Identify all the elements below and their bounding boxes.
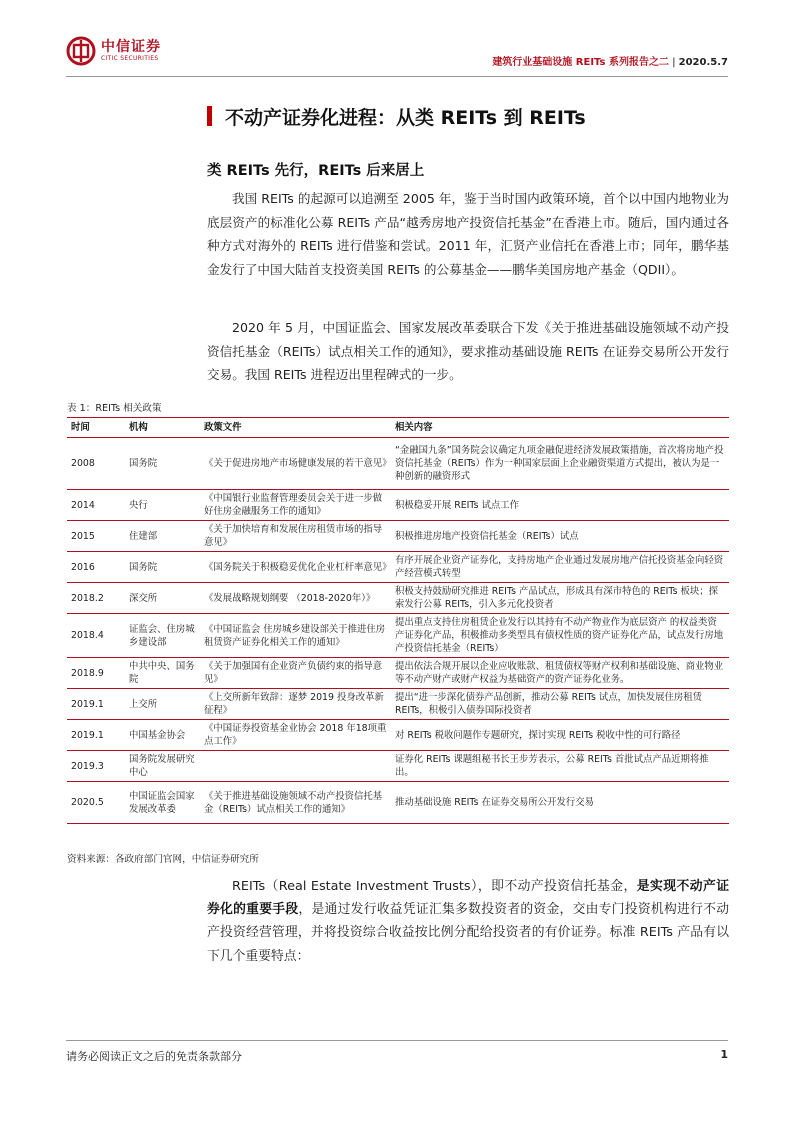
cell-org: 证监会、住房城乡建设部 bbox=[125, 614, 200, 658]
table-row bbox=[67, 614, 729, 658]
cell-org: 国务院 bbox=[125, 438, 200, 490]
logo-chinese-name: 中信证券 bbox=[101, 39, 161, 55]
header-org: 机构 bbox=[125, 418, 200, 438]
header-document: 政策文件 bbox=[200, 418, 391, 438]
cell-time: 2019.1 bbox=[67, 689, 125, 720]
cell-org: 央行 bbox=[125, 490, 200, 521]
table-row bbox=[67, 583, 729, 614]
report-info bbox=[492, 53, 728, 68]
table-row bbox=[67, 782, 729, 824]
page-footer bbox=[66, 1040, 728, 1063]
cell-org: 深交所 bbox=[125, 583, 200, 614]
cell-document: 《中国证监会 住房城乡建设部关于推进住房租赁资产证券化相关工作的通知》 bbox=[200, 614, 391, 658]
paragraph-reits-origin: 我国 REITs 的起源可以追溯至 2005 年，鉴于当时国内政策环境，首个以中国内地物业为底层资产的标准化公募 REITs 产品“越秀房地产投资信托基金”在香港上市。随后，国内通过各种方式对海外的 REITs 进行借鉴和尝试。2011 年，汇贤产业信托在香港上市；同年，鹏华基金发行了中国大陆首支投资美国 REITs 的公募基金——鹏华美国房地产基金（QDII）。 bbox=[207, 191, 729, 277]
cell-org: 中国证监会国家发展改革委 bbox=[125, 782, 200, 824]
table-row bbox=[67, 658, 729, 689]
reits-policy-table bbox=[67, 417, 729, 824]
table-caption: 表 1：REITs 相关政策 bbox=[67, 403, 162, 414]
title-accent-bar bbox=[207, 106, 212, 126]
table-row bbox=[67, 751, 729, 782]
cell-document: 《中国银行业监督管理委员会关于进一步做好住房金融服务工作的通知》 bbox=[200, 490, 391, 521]
table-row bbox=[67, 490, 729, 521]
cell-time: 2014 bbox=[67, 490, 125, 521]
cell-org: 上交所 bbox=[125, 689, 200, 720]
cell-time: 2016 bbox=[67, 552, 125, 583]
cell-time: 2015 bbox=[67, 521, 125, 552]
definition-rest: ，是通过发行收益凭证汇集多数投资者的资金，交由专门投资机构进行不动产投资经营管理，并将投资综合收益按比例分配给投资者的有价证券。标准 REITs 产品有以下几个重要特点： bbox=[207, 902, 730, 964]
cell-document: 《关于加强国有企业资产负债约束的指导意见》 bbox=[200, 658, 391, 689]
header-separator: | bbox=[671, 57, 676, 68]
cell-document bbox=[200, 751, 391, 782]
report-series: 建筑行业基础设施 REITs 系列报告之二 bbox=[492, 57, 669, 68]
table-header-row bbox=[67, 418, 729, 438]
cell-content: 提出重点支持住房租赁企业发行以其持有不动产物业作为底层资产 的权益类资产证券化产品，积极推动多类型具有债权性质的资产证券化产品，试点发行房地产投资信托基金（REITs） bbox=[391, 614, 729, 658]
cell-org: 国务院 bbox=[125, 552, 200, 583]
cell-content: 积极稳妥开展 REITs 试点工作 bbox=[391, 490, 729, 521]
cell-content: 积极推进房地产投资信托基金（REITs）试点 bbox=[391, 521, 729, 552]
cell-content: 证券化 REITs 课题组秘书长王步芳表示，公募 REITs 首批试点产品近期将推出。 bbox=[391, 751, 729, 782]
cell-time: 2019.3 bbox=[67, 751, 125, 782]
header-content: 相关内容 bbox=[391, 418, 729, 438]
table-row bbox=[67, 689, 729, 720]
cell-document: 《上交所新年致辞：逐梦 2019 投身改革新征程》 bbox=[200, 689, 391, 720]
cell-content: “金融国九条”国务院会议确定九项金融促进经济发展政策措施，首次将房地产投资信托基金（REITs）作为一种国家层面上企业融资渠道方式提出，被认为是一种创新的融资形式 bbox=[391, 438, 729, 490]
cell-document: 《关于加快培育和发展住房租赁市场的指导意见》 bbox=[200, 521, 391, 552]
cell-content: 积极支持鼓励研究推进 REITs 产品试点，形成具有深市特色的 REITs 板块；探索发行公募 REITs，引入多元化投资者 bbox=[391, 583, 729, 614]
table-row bbox=[67, 521, 729, 552]
cell-org: 中国基金协会 bbox=[125, 720, 200, 751]
cell-org: 住建部 bbox=[125, 521, 200, 552]
logo-english-name: CITIC SECURITIES bbox=[101, 55, 159, 62]
citic-logo bbox=[66, 36, 161, 66]
cell-time: 2019.1 bbox=[67, 720, 125, 751]
section-title-text: 不动产证券化进程：从类 REITs 到 REITs bbox=[225, 106, 586, 129]
cell-document: 《中国证券投资基金业协会 2018 年18项重点工作》 bbox=[200, 720, 391, 751]
table-source: 资料来源：各政府部门官网，中信证券研究所 bbox=[67, 854, 259, 865]
section-title bbox=[207, 104, 586, 128]
table-row bbox=[67, 438, 729, 490]
cell-document: 《国务院关于积极稳妥优化企业杠杆率意见》 bbox=[200, 552, 391, 583]
cell-document: 《发展战略规划纲要 （2018-2020年）》 bbox=[200, 583, 391, 614]
page-header bbox=[66, 36, 728, 77]
cell-content: 有序开展企业资产证券化，支持房地产企业通过发展房地产信托投资基金向轻资产经营模式转型 bbox=[391, 552, 729, 583]
cell-org: 国务院发展研究中心 bbox=[125, 751, 200, 782]
disclaimer-note: 请务必阅读正文之后的免责条款部分 bbox=[66, 1050, 242, 1063]
page-number: 1 bbox=[720, 1048, 728, 1061]
cell-content: 推动基础设施 REITs 在证券交易所公开发行交易 bbox=[391, 782, 729, 824]
cell-content: 提出依法合规开展以企业应收账款、租赁债权等财产权利和基础设施、商业物业等不动产财产或财产权益为基础资产的资产证券化业务。 bbox=[391, 658, 729, 689]
cell-org: 中共中央、国务院 bbox=[125, 658, 200, 689]
table-row bbox=[67, 720, 729, 751]
report-date: 2020.5.7 bbox=[678, 57, 728, 68]
paragraph-2020-policy: 2020 年 5 月，中国证监会、国家发展改革委联合下发《关于推进基础设施领域不动产投资信托基金（REITs）试点相关工作的通知》，要求推动基础设施 REITs 在证券交易所公开发行交易。我国 REITs 进程迈出里程碑式的一步。 bbox=[207, 320, 729, 383]
cell-document: 《关于促进房地产市场健康发展的若干意见》 bbox=[200, 438, 391, 490]
cell-time: 2008 bbox=[67, 438, 125, 490]
citic-logo-icon bbox=[66, 36, 96, 66]
table-body bbox=[67, 438, 729, 824]
table-row bbox=[67, 552, 729, 583]
cell-time: 2018.9 bbox=[67, 658, 125, 689]
definition-emphasis: 是实现不动产证券化的重要手段 bbox=[207, 879, 729, 918]
section-subtitle: 类 REITs 先行，REITs 后来居上 bbox=[207, 163, 425, 179]
header-time: 时间 bbox=[67, 418, 125, 438]
cell-time: 2020.5 bbox=[67, 782, 125, 824]
cell-content: 提出“进一步深化债券产品创新，推动公募 REITs 试点，加快发展住房租赁 REITs，积极引入债券国际投资者 bbox=[391, 689, 729, 720]
cell-document: 《关于推进基础设施领域不动产投资信托基金（REITs）试点相关工作的通知》 bbox=[200, 782, 391, 824]
cell-time: 2018.4 bbox=[67, 614, 125, 658]
paragraph-reits-definition bbox=[207, 875, 729, 968]
cell-content: 对 REITs 税收问题作专题研究，探讨实现 REITs 税收中性的可行路径 bbox=[391, 720, 729, 751]
definition-intro: REITs（Real Estate Investment Trusts），即不动产投资信托基金， bbox=[232, 879, 637, 894]
cell-time: 2018.2 bbox=[67, 583, 125, 614]
